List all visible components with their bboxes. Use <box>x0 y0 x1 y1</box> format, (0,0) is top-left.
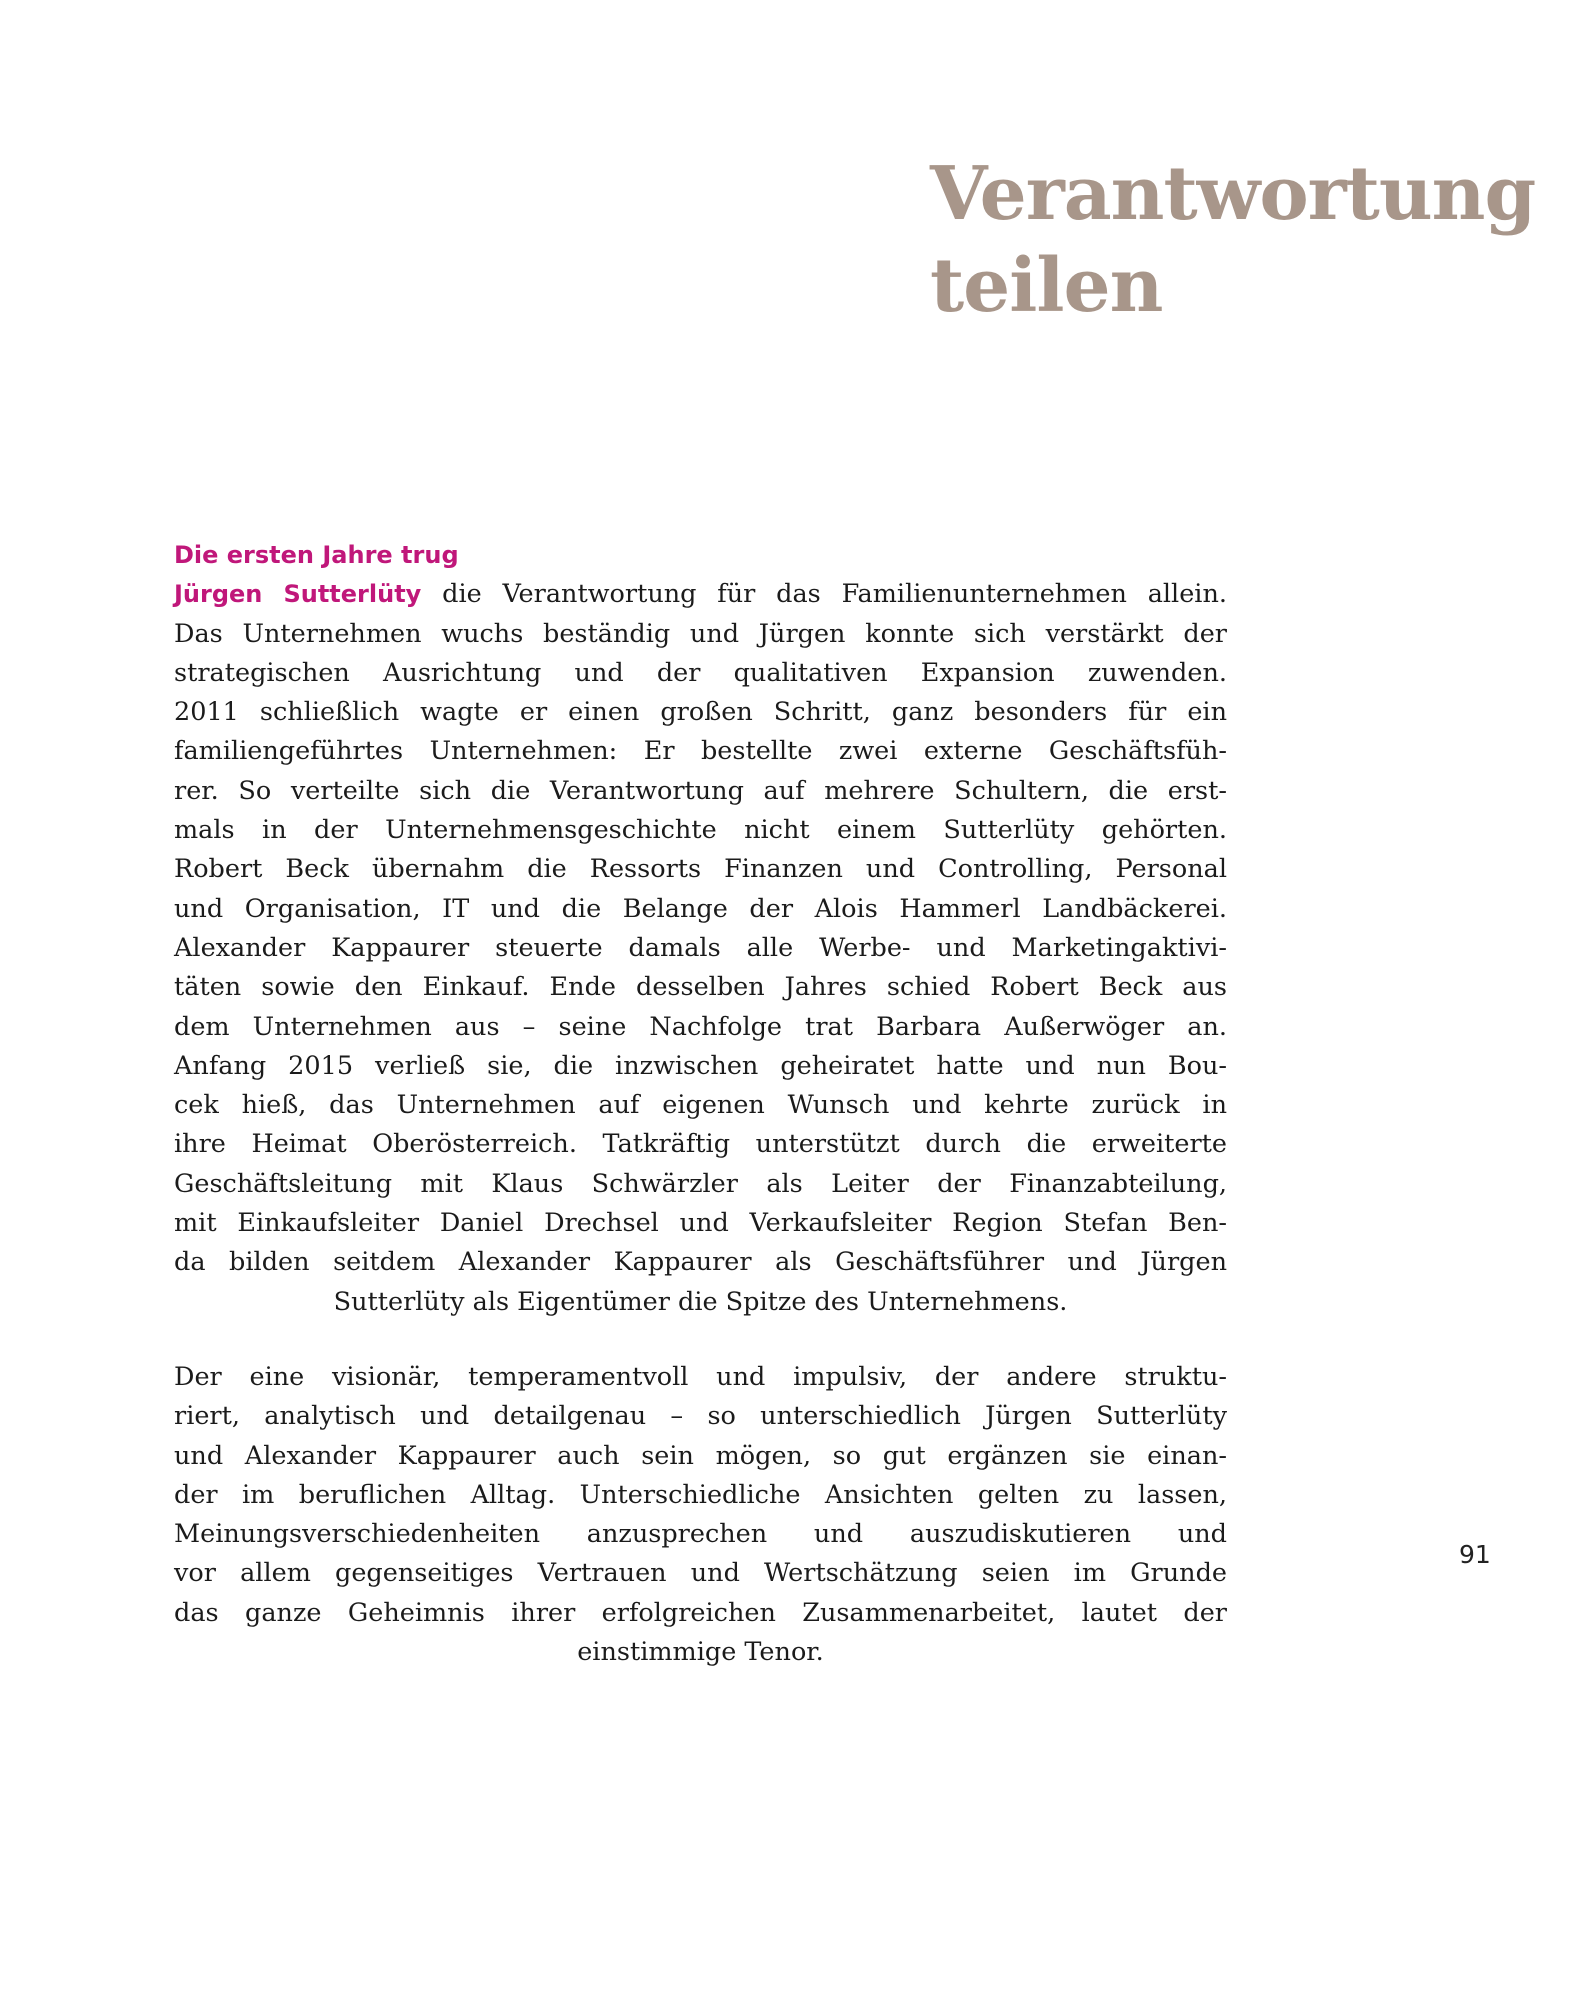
text-line: 2011 schließlich wagte er einen großen Schritt, ganz besonders für ein <box>174 697 1227 728</box>
text-line: Robert Beck übernahm die Ressorts Finanzen und Controlling, Personal <box>174 854 1227 885</box>
text-line: das ganze Geheimnis ihrer erfolgreichen Zusammenarbeitet, lautet der <box>174 1597 1227 1628</box>
text-line: vor allem gegenseitiges Vertrauen und Wertschätzung seien im Grunde <box>174 1558 1227 1589</box>
text-line: täten sowie den Einkauf. Ende desselben Jahres schied Robert Beck aus <box>174 972 1227 1003</box>
chapter-title-line-2: teilen <box>930 243 1163 329</box>
text-line-last: einstimmige Tenor. <box>577 1637 824 1668</box>
text-line: strategischen Ausrichtung und der qualitativen Expansion zuwenden. <box>174 657 1227 688</box>
text-line: riert, analytisch und detailgenau – so unterschiedlich Jürgen Sutterlüty <box>174 1401 1227 1432</box>
text-line: Meinungsverschiedenheiten anzusprechen und auszudiskutieren und <box>174 1519 1227 1550</box>
text-line: Der eine visionär, temperamentvoll und impulsiv, der andere struktu- <box>174 1362 1227 1392</box>
chapter-title-line-1: Verantwortung <box>930 151 1536 237</box>
text-line: mit Einkaufsleiter Daniel Drechsel und Verkaufsleiter Region Stefan Ben- <box>174 1208 1227 1239</box>
text-line: ihre Heimat Oberösterreich. Tatkräftig unterstützt durch die erweiterte <box>174 1129 1227 1160</box>
text-line: rer. So verteilte sich die Verantwortung auf mehrere Schultern, die erst- <box>174 775 1227 806</box>
paragraph-1 <box>174 536 1227 1322</box>
lead-line-1 <box>174 536 1227 575</box>
text-line-last: Sutterlüty als Eigentümer die Spitze des Unternehmens. <box>333 1286 1068 1317</box>
text-line <box>174 575 1227 614</box>
text-line: dem Unternehmen aus – seine Nachfolge trat Barbara Außerwöger an. <box>174 1011 1227 1042</box>
text-line: Anfang 2015 verließ sie, die inzwischen geheiratet hatte und nun Bou- <box>174 1050 1227 1081</box>
text-line: Alexander Kappaurer steuerte damals alle Werbe- und Marketingaktivi- <box>174 932 1227 963</box>
lead-text: Die ersten Jahre trug <box>174 541 459 569</box>
lead-name: Jürgen Sutterlüty <box>174 580 422 609</box>
page-number: 91 <box>1459 1540 1491 1569</box>
text-line-rest: die Verantwortung für das Familienunternehmen allein. <box>421 579 1227 610</box>
text-line: und Organisation, IT und die Belange der Alois Hammerl Landbäckerei. <box>174 893 1227 924</box>
paragraph-2 <box>174 1358 1227 1672</box>
text-line: der im beruflichen Alltag. Unterschiedliche Ansichten gelten zu lassen, <box>174 1479 1227 1510</box>
text-line: Geschäftsleitung mit Klaus Schwärzler als Leiter der Finanzabteilung, <box>174 1168 1227 1199</box>
text-line: da bilden seitdem Alexander Kappaurer als Geschäftsführer und Jürgen <box>174 1247 1227 1278</box>
text-line: und Alexander Kappaurer auch sein mögen, so gut ergänzen sie einan- <box>174 1440 1227 1471</box>
text-line: familiengeführtes Unternehmen: Er bestellte zwei externe Geschäftsfüh- <box>174 736 1227 767</box>
text-line: mals in der Unternehmensgeschichte nicht einem Sutterlüty gehörten. <box>174 815 1227 846</box>
text-line: Das Unternehmen wuchs beständig und Jürgen konnte sich verstärkt der <box>174 618 1227 649</box>
text-line: cek hieß, das Unternehmen auf eigenen Wunsch und kehrte zurück in <box>174 1090 1227 1121</box>
chapter-title <box>930 148 1535 332</box>
